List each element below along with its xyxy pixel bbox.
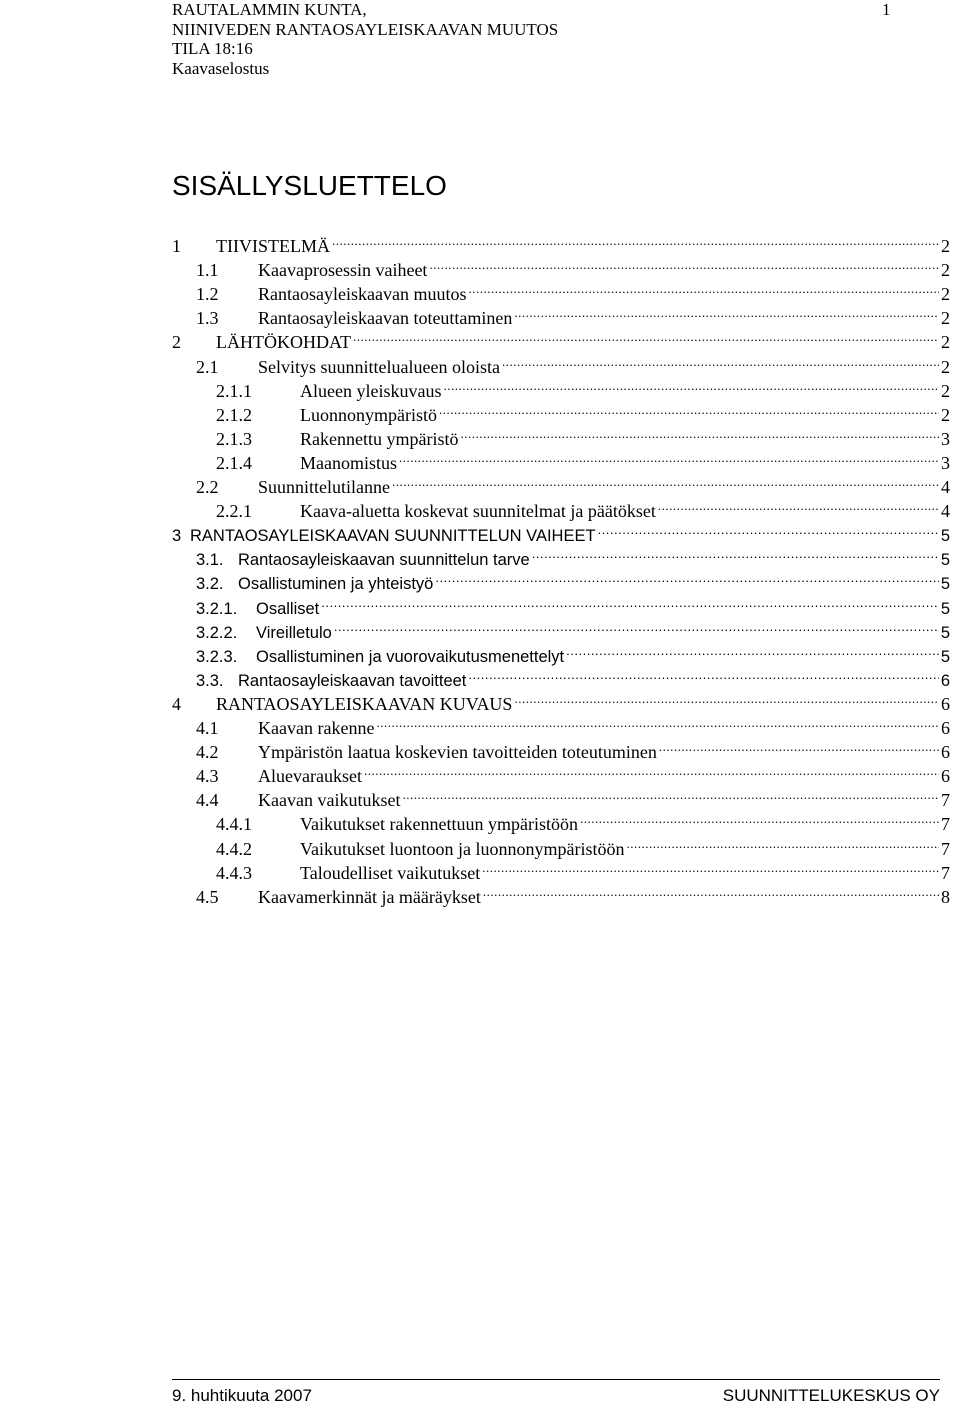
toc-dot-leader <box>429 252 939 276</box>
toc-dot-leader <box>364 758 939 782</box>
toc-entry-number: 4.2 <box>196 742 219 763</box>
toc-entry-number: 1.2 <box>196 284 219 305</box>
toc-entry-number: 4.4.2 <box>216 838 252 859</box>
toc-entry-title: Aluevaraukset <box>258 766 362 787</box>
toc-entry-page: 3 <box>941 428 950 449</box>
toc-dot-leader <box>460 421 939 445</box>
toc-entry-page: 5 <box>940 527 950 546</box>
toc-entry-number: 3.3. <box>196 671 224 690</box>
toc-entry-title: Rantaosayleiskaavan toteuttaminen <box>258 308 513 329</box>
page-number: 1 <box>882 0 891 19</box>
toc-entry-title: Maanomistus <box>300 452 397 473</box>
header-line-2: NIINIVEDEN RANTAOSAYLEISKAAVAN MUUTOS <box>172 19 559 39</box>
toc-dot-leader <box>566 638 939 662</box>
toc-entry-page: 7 <box>941 862 950 883</box>
toc-title: SISÄLLYSLUETTELO <box>172 170 447 201</box>
toc-entry-page: 2 <box>941 308 950 329</box>
toc-entry-page: 5 <box>940 599 950 618</box>
toc-entry-number: 2.1.2 <box>216 404 252 425</box>
toc-entry[interactable] <box>216 397 950 425</box>
toc-entry-page: 7 <box>941 838 950 859</box>
toc-entry-page: 2 <box>941 236 950 256</box>
toc-entry[interactable] <box>196 590 950 618</box>
toc-entry[interactable] <box>196 276 950 305</box>
toc-dot-leader <box>468 276 939 300</box>
toc-entry[interactable] <box>196 252 950 281</box>
toc-entry-title: Vaikutukset rakennettuun ympäristöön <box>300 814 578 835</box>
toc-entry[interactable] <box>216 831 950 859</box>
toc-dot-leader <box>626 831 939 855</box>
toc-dot-leader <box>402 782 939 806</box>
toc-entry[interactable] <box>216 493 950 522</box>
toc-dot-leader <box>658 493 939 517</box>
toc-entry[interactable] <box>196 879 950 907</box>
toc-entry-title: Rantaosayleiskaavan tavoitteet <box>238 671 467 690</box>
toc-entry-title: Alueen yleiskuvaus <box>300 380 442 401</box>
toc-entry[interactable] <box>196 734 950 763</box>
toc-entry[interactable] <box>196 614 950 642</box>
toc-dot-leader <box>435 565 938 589</box>
toc-entry-page: 6 <box>941 742 950 763</box>
toc-entry[interactable] <box>216 421 950 449</box>
toc-entry-title: Osallistuminen ja vuorovaikutusmenettelyt <box>256 647 565 666</box>
toc-entry-page: 5 <box>940 551 950 570</box>
toc-entry-number: 4.4 <box>196 790 219 811</box>
toc-entry-page: 6 <box>941 766 950 787</box>
toc-entry-number: 1.1 <box>196 260 219 281</box>
toc-dot-leader <box>502 349 939 373</box>
toc-entry-page: 2 <box>941 284 950 305</box>
toc-entry-number: 3.2. <box>196 575 224 594</box>
toc-entry-number: 3.1. <box>196 551 224 570</box>
toc-entry[interactable] <box>196 662 950 690</box>
toc-entry[interactable] <box>196 710 950 738</box>
toc-dot-leader <box>334 614 939 638</box>
toc-entry-page: 6 <box>941 693 950 714</box>
toc-entry-title: Kaavan vaikutukset <box>258 790 401 811</box>
toc-entry-number: 3.2.2. <box>196 623 238 642</box>
toc-entry-number: 4.4.3 <box>216 862 252 883</box>
toc-entry[interactable] <box>196 469 950 497</box>
toc-entry-number: 4 <box>172 693 181 714</box>
toc-entry-page: 5 <box>940 623 950 642</box>
toc-entry-page: 3 <box>941 452 950 473</box>
toc-entry-title: Vaikutukset luontoon ja luonnonympäristöön <box>300 838 625 859</box>
toc-entry-page: 7 <box>941 814 950 835</box>
toc-entry-title: LÄHTÖKOHDAT <box>216 332 351 353</box>
toc-entry-title: Rantaosayleiskaavan muutos <box>258 284 467 305</box>
toc-entry-title: Osalliset <box>256 599 320 618</box>
toc-entry-page: 2 <box>941 260 950 281</box>
document-header <box>172 0 558 78</box>
toc-entry-number: 4.5 <box>196 886 219 907</box>
toc-entry-page: 7 <box>941 790 950 811</box>
toc-dot-leader <box>392 469 939 493</box>
toc-entry[interactable] <box>172 324 950 353</box>
toc-entry-title: Kaavan rakenne <box>258 718 375 738</box>
toc-dot-leader <box>598 517 939 541</box>
toc-entry[interactable] <box>216 855 950 883</box>
toc-entry-page: 2 <box>941 356 950 377</box>
toc-entry-number: 4.1 <box>196 718 219 738</box>
toc-entry-page: 5 <box>940 647 950 666</box>
toc-entry-title: Osallistuminen ja yhteistyö <box>238 575 434 594</box>
toc-dot-leader <box>580 806 939 830</box>
toc-entry-page: 5 <box>940 575 950 594</box>
toc-dot-leader <box>439 397 939 421</box>
toc-entry-title: Ympäristön laatua koskevien tavoitteiden toteutuminen <box>258 742 657 763</box>
toc-entry[interactable] <box>196 541 950 570</box>
toc-dot-leader <box>443 373 939 397</box>
toc-entry[interactable] <box>196 638 950 666</box>
toc-entry-title: TIIVISTELMÄ <box>216 236 330 256</box>
toc-entry-page: 4 <box>941 477 950 497</box>
toc-entry[interactable] <box>216 806 950 835</box>
toc-entry-page: 6 <box>940 671 950 690</box>
toc-dot-leader <box>468 662 938 686</box>
toc-entry-number: 1 <box>172 236 181 256</box>
toc-entry-title: Kaava-aluetta koskevat suunnitelmat ja päätökset <box>300 501 656 522</box>
toc-dot-leader <box>483 879 939 903</box>
toc-entry-number: 3 <box>172 527 182 546</box>
toc-entry[interactable] <box>216 445 950 473</box>
footer-date: 9. huhtikuuta 2007 <box>172 1386 312 1405</box>
toc-entry-page: 6 <box>941 718 950 738</box>
toc-entry-title: RANTAOSAYLEISKAAVAN SUUNNITTELUN VAIHEET <box>190 527 596 546</box>
toc-entry[interactable] <box>172 228 950 256</box>
toc-entry-title: Suunnittelutilanne <box>258 477 390 497</box>
toc-dot-leader <box>659 734 939 758</box>
toc-entry-title: Selvitys suunnittelualueen oloista <box>258 356 500 377</box>
toc-entry-number: 4.4.1 <box>216 814 252 835</box>
header-line-1: RAUTALAMMIN KUNTA, <box>172 0 367 19</box>
toc-entry-title: Rantaosayleiskaavan suunnittelun tarve <box>238 551 530 570</box>
toc-entry-page: 2 <box>941 404 950 425</box>
footer-divider <box>172 1379 940 1380</box>
toc-entry-number: 1.3 <box>196 308 219 329</box>
toc-entry-title: RANTAOSAYLEISKAAVAN KUVAUS <box>216 693 513 714</box>
header-line-4: Kaavaselostus <box>172 58 270 78</box>
toc-entry-number: 2 <box>172 332 181 353</box>
toc-entry[interactable] <box>216 373 950 401</box>
header-line-3: TILA 18:16 <box>172 39 253 59</box>
toc-dot-leader <box>376 710 939 734</box>
toc-dot-leader <box>321 590 939 614</box>
toc-dot-leader <box>353 324 939 348</box>
toc-entry-title: Luonnonympäristö <box>300 404 437 425</box>
toc-entry[interactable] <box>196 349 950 377</box>
toc-entry[interactable] <box>196 565 950 594</box>
toc-dot-leader <box>399 445 939 469</box>
toc-entry-page: 2 <box>941 380 950 401</box>
toc-entry[interactable] <box>196 300 950 329</box>
toc-entry-title: Rakennettu ympäristö <box>300 428 459 449</box>
toc-entry-number: 3.2.1. <box>196 599 238 618</box>
toc-dot-leader <box>482 855 939 879</box>
toc-entry[interactable] <box>196 782 950 811</box>
toc-entry-page: 8 <box>941 886 950 907</box>
toc-entry[interactable] <box>172 686 950 714</box>
toc-entry-page: 2 <box>941 332 950 353</box>
toc-entry[interactable] <box>172 517 950 546</box>
toc-entry-number: 2.1.3 <box>216 428 252 449</box>
footer-company: SUUNNITTELUKESKUS OY <box>722 1386 940 1405</box>
toc-entry-number: 4.3 <box>196 766 219 787</box>
toc-entry-number: 2.1.4 <box>216 452 252 473</box>
toc-entry-title: Vireilletulo <box>256 623 332 642</box>
toc-dot-leader <box>514 300 939 324</box>
toc-entry-number: 2.1.1 <box>216 380 252 401</box>
toc-entry-number: 2.1 <box>196 356 219 377</box>
toc-entry-title: Taloudelliset vaikutukset <box>300 862 481 883</box>
toc-entry-number: 2.2.1 <box>216 501 252 522</box>
toc-dot-leader <box>332 228 939 252</box>
toc-entry-number: 2.2 <box>196 477 219 497</box>
toc-entry-number: 3.2.3. <box>196 647 238 666</box>
toc-entry[interactable] <box>196 758 950 787</box>
toc-entry-title: Kaavaprosessin vaiheet <box>258 260 428 281</box>
toc-dot-leader <box>532 541 939 565</box>
toc-entry-title: Kaavamerkinnät ja määräykset <box>258 886 481 907</box>
toc-entry-page: 4 <box>941 501 950 522</box>
toc-dot-leader <box>514 686 939 710</box>
